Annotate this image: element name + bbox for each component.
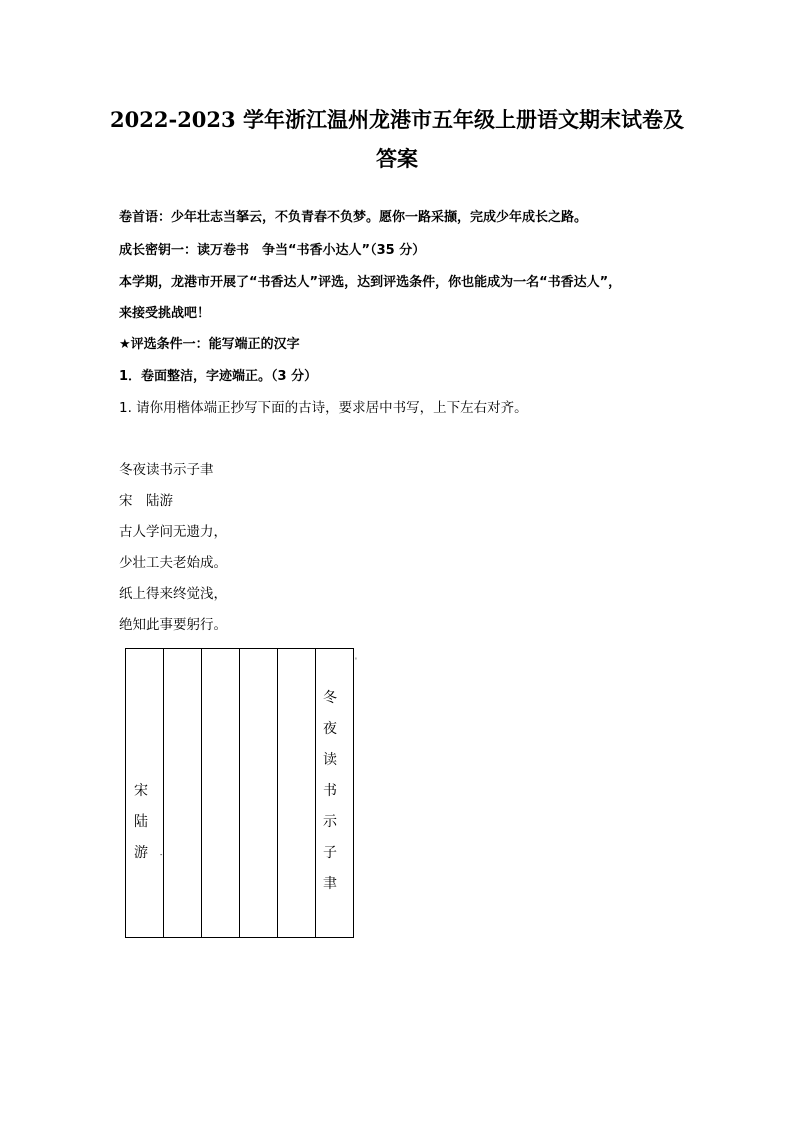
poem-line-1: 古人学问无遗力， [119,524,227,540]
grid-right-column-text [323,690,338,892]
grid-char: 游 [134,845,148,861]
poem-line-2: 少壮工夫老始成。 [119,555,227,571]
grid-char: 子 [323,845,337,861]
poem-line-4: 绝知此事要躬行。 [119,617,227,633]
poem-title: 冬夜读书示子聿 [119,462,214,478]
grid-char: 冬 [323,690,337,706]
question-instruction: 1. 请你用楷体端正抄写下面的古诗，要求居中书写，上下左右对齐。 [119,400,528,416]
title-line-2: 答案 [376,146,418,171]
grid-char: 示 [323,814,337,830]
grid-lines [126,649,354,938]
writing-grid [125,648,357,940]
grid-char: 宋 [134,783,148,799]
description-line-2: 来接受挑战吧！ [119,306,211,321]
question-heading: 1．卷面整洁，字迹端正。（3 分） [119,369,318,384]
grid-mark: ' [355,657,357,665]
description-line-1: 本学期，龙港市开展了“书香达人”评选，达到评选条件，你也能成为一名“书香达人”， [119,275,622,290]
grid-left-column-text [134,783,148,861]
poem-line-3: 纸上得来终觉浅， [119,586,227,602]
chapter-heading: 成长密钥一：读万卷书 争当“书香小达人”（35 分） [119,243,426,258]
grid-mark: - [160,851,163,859]
motto: 卷首语：少年壮志当拏云，不负青春不负梦。愿你一路采撷，完成少年成长之路。 [119,210,588,225]
title-line-1: 2022-2023 学年浙江温州龙港市五年级上册语文期末试卷及 [110,107,684,132]
grid-char: 读 [323,752,337,768]
poem-author: 宋 陆游 [119,493,173,509]
grid-char: 夜 [323,721,337,737]
criterion-heading: ★评选条件一：能写端正的汉字 [119,337,300,352]
grid-char: 聿 [323,876,337,892]
grid-char: 陆 [134,814,148,830]
grid-char: 书 [323,783,337,799]
